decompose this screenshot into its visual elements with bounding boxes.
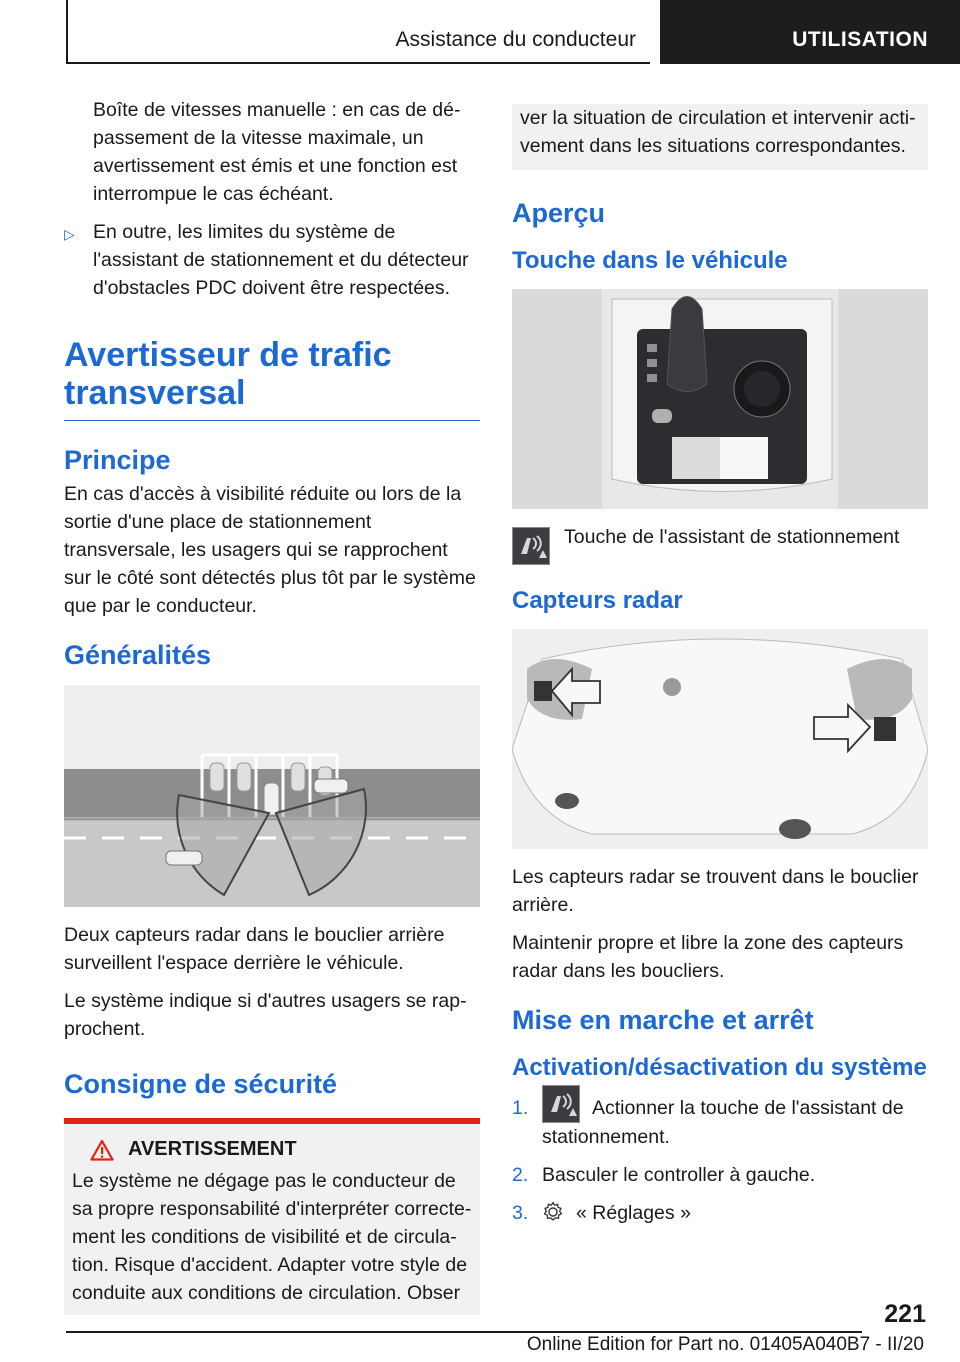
paragraph-keep-clean: Maintenir propre et libre la zone des capteurs radar dans les boucliers. xyxy=(512,932,904,982)
paragraph-principe: En cas d'accès à visibilité réduite ou lors de la sortie d'une place de stationnement transversale, les usagers qui se rapprochent sur le côté sont détectés plus tôt par le système que par le conducteur. xyxy=(64,483,476,617)
left-column xyxy=(64,96,480,1315)
section-title: Avertisseur de trafic transversal xyxy=(64,312,480,421)
car-rear-photo xyxy=(512,629,928,849)
cross-traffic-illustration xyxy=(64,685,480,907)
warning-triangle-icon xyxy=(90,1139,114,1161)
warning-title: AVERTISSEMENT xyxy=(128,1138,297,1160)
bullet-item xyxy=(64,218,480,302)
paragraph-manual-gearbox: Boîte de vitesses manuelle : en cas de dépassement de la vitesse maximale, un avertissement est émis et une fonction est interrompue le cas échéant. xyxy=(93,99,461,205)
step-3 xyxy=(512,1199,928,1227)
header-chapter-label: UTILISATION xyxy=(792,28,928,51)
step-text: Basculer le controller à gauche. xyxy=(542,1163,816,1186)
heading-mise-en-marche: Mise en marche et arrêt xyxy=(512,1005,814,1035)
warning-box xyxy=(64,1118,480,1315)
parking-assistant-icon xyxy=(512,527,550,565)
settings-gear-icon xyxy=(542,1201,564,1223)
legend-text: Touche de l'assistant de stationnement xyxy=(564,526,900,548)
warning-continuation-box xyxy=(512,104,928,170)
footer-edition: Online Edition for Part no. 01405A040B7 - II/20 xyxy=(526,1334,924,1355)
heading-touche: Touche dans le véhicule xyxy=(512,247,788,274)
page-number: 221 xyxy=(884,1300,926,1328)
step-text: Actionner la touche de l'assistant de stationnement. xyxy=(542,1097,904,1148)
header-section-title: Assistance du conducteur xyxy=(395,28,636,51)
heading-principe: Principe xyxy=(64,445,171,475)
step-number: 1. xyxy=(512,1097,529,1119)
header-rule-horizontal xyxy=(66,62,650,64)
triangle-bullet-icon: ▷ xyxy=(64,226,75,242)
car-rear-radar-illustration xyxy=(512,629,928,849)
paragraph-system-indicates: Le système indique si d'autres usagers se rapprochent. xyxy=(64,990,467,1040)
step-text: « Réglages » xyxy=(576,1201,691,1224)
step-2 xyxy=(512,1161,928,1189)
legend-item xyxy=(512,523,928,565)
warning-text: Le système ne dégage pas le conducteur de sa propre responsabilité d'interpréter correctement les conditions de visibilité et de circulation. Risque d'accident. Adapter votre style de conduite aux conditions de circulation. Obser xyxy=(72,1170,472,1304)
step-number: 3. xyxy=(512,1201,529,1224)
heading-consigne: Consigne de sécurité xyxy=(64,1069,338,1099)
warning-continuation-text: ver la situation de circulation et intervenir activement dans les situations correspondantes. xyxy=(520,107,916,157)
heading-apercu: Aperçu xyxy=(512,198,606,228)
step-1 xyxy=(512,1094,928,1151)
header-chapter-tab xyxy=(660,0,960,64)
right-column xyxy=(512,104,928,1237)
heading-activation: Activation/désactivation du système xyxy=(512,1054,927,1081)
heading-capteurs: Capteurs radar xyxy=(512,587,683,614)
step-number: 2. xyxy=(512,1163,529,1186)
warning-header xyxy=(72,1138,472,1161)
cross-traffic-diagram xyxy=(64,685,480,907)
console-photo xyxy=(512,289,928,509)
paragraph-sensors-monitor: Deux capteurs radar dans le bouclier arrière surveillent l'espace derrière le véhicule. xyxy=(64,924,445,974)
parking-assistant-icon xyxy=(542,1085,580,1123)
bullet-text: En outre, les limites du système de l'assistant de stationnement et du détecteur d'obstacles PDC doivent être respectées. xyxy=(93,221,469,299)
header-rule-vertical xyxy=(66,0,68,64)
footer-rule xyxy=(66,1331,862,1333)
heading-generalites: Généralités xyxy=(64,640,212,670)
paragraph-sensors-location: Les capteurs radar se trouvent dans le bouclier arrière. xyxy=(512,866,919,916)
center-console-illustration xyxy=(512,289,928,509)
